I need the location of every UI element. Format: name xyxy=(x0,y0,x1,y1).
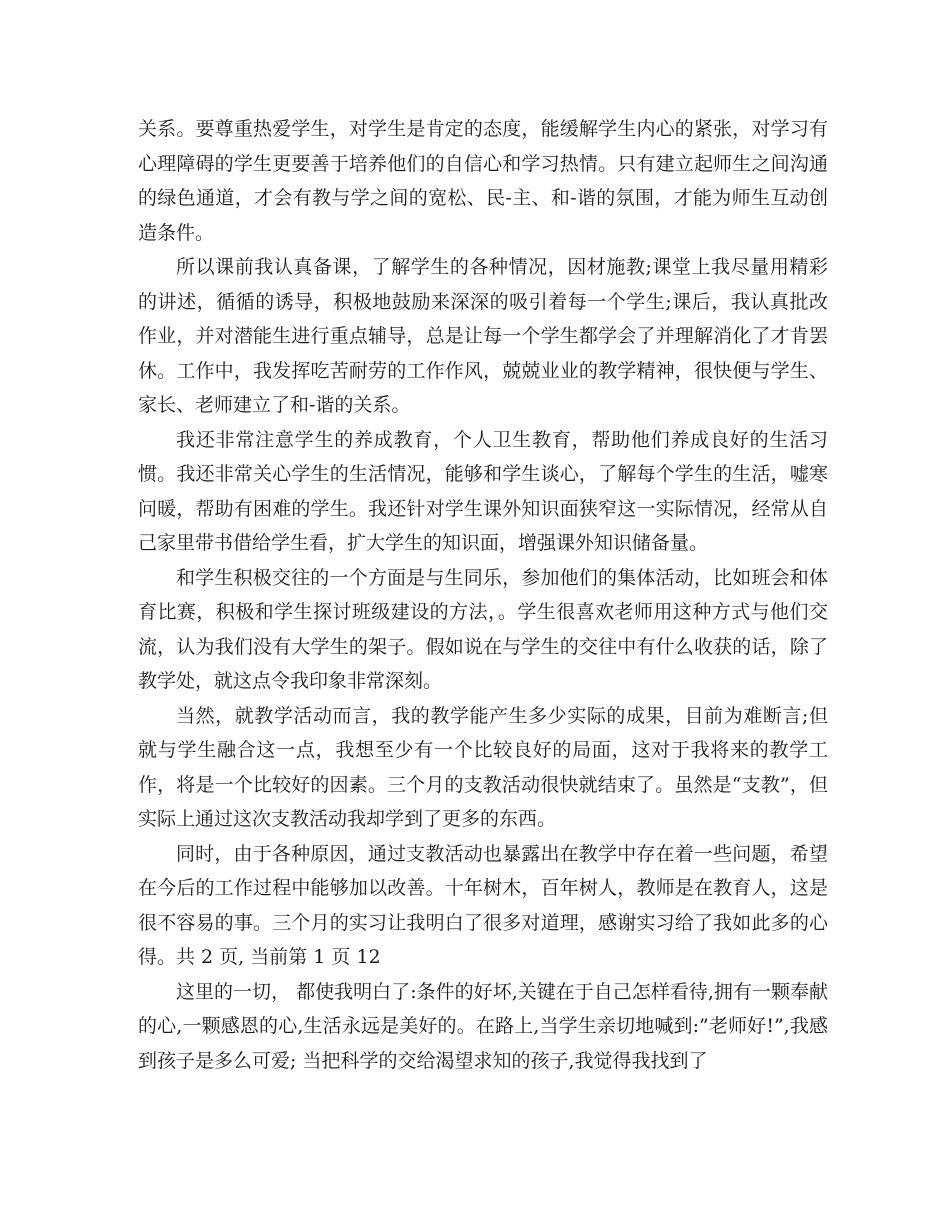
paragraph-3: 我还非常注意学生的养成教育，个人卫生教育，帮助他们养成良好的生活习惯。我还非常关心学生的生活情况，能够和学生谈心，了解每个学生的生活，嘘寒问暖，帮助有困难的学生。我还针对学生课外知识面狭窄这一实际情况，经常从自己家里带书借给学生看，扩大学生的知识面，增强课外知识储备量。 xyxy=(138,428,828,554)
paragraph-4: 和学生积极交往的一个方面是与生同乐，参加他们的集体活动，比如班会和体育比赛，积极和学生探讨班级建设的方法，。学生很喜欢老师用这种方式与他们交流，认为我们没有大学生的架子。假如说在与学生的交往中有什么收获的话，除了教学处，就这点令我印象非常深刻。 xyxy=(138,566,828,692)
paragraph-2: 所以课前我认真备课，了解学生的各种情况，因材施教;课堂上我尽量用精彩的讲述，循循的诱导，积极地鼓励来深深的吸引着每一个学生;课后，我认真批改作业，并对潜能生进行重点辅导，总是让每一个学生都学会了并理解消化了才肯罢休。工作中，我发挥吃苦耐劳的工作作风，兢兢业业的教学精神，很快便与学生、家长、老师建立了和-谐的关系。 xyxy=(138,256,828,416)
paragraph-1: 关系。要尊重热爱学生，对学生是肯定的态度，能缓解学生内心的紧张，对学习有心理障碍的学生更要善于培养他们的自信心和学习热情。只有建立起师生之间沟通的绿色通道，才会有教与学之间的宽松、民-主、和-谐的氛围，才能为师生互动创造条件。 xyxy=(138,118,828,244)
paragraph-5: 当然，就教学活动而言，我的教学能产生多少实际的成果，目前为难断言;但就与学生融合这一点，我想至少有一个比较良好的局面，这对于我将来的教学工作，将是一个比较好的因素。三个月的支教活动很快就结束了。虽然是“支教”，但实际上通过这次支教活动我却学到了更多的东西。 xyxy=(138,704,828,830)
paragraph-7: 这里的一切， 都使我明白了:条件的好坏,关键在于自己怎样看待,拥有一颗奉献的心,一颗感恩的心,生活永远是美好的。在路上,当学生亲切地喊到:”老师好!”,我感到孩子是多么可爱; 当把科学的交给渴望求知的孩子,我觉得我找到了 xyxy=(138,980,828,1072)
paragraph-6: 同时，由于各种原因，通过支教活动也暴露出在教学中存在着一些问题，希望在今后的工作过程中能够加以改善。十年树木，百年树人，教师是在教育人，这是很不容易的事。三个月的实习让我明白了很多对道理，感谢实习给了我如此多的心得。共 2 页, 当前第 1 页 12 xyxy=(138,842,828,968)
document-body xyxy=(138,112,828,1078)
